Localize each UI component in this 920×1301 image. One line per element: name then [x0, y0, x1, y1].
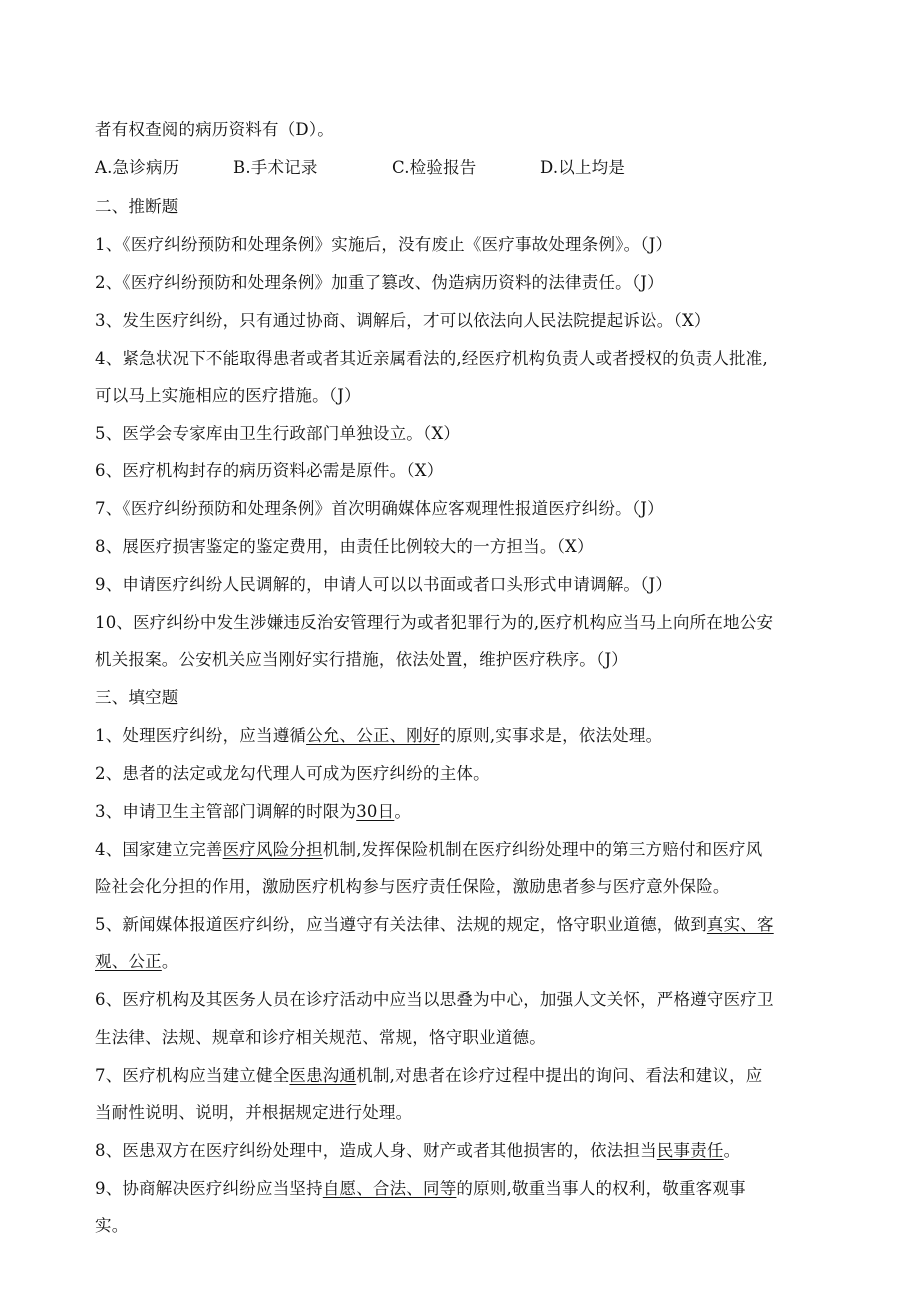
fill-item: 6、医疗机构及其医务人员在诊疗活动中应当以思叠为中心，加强人文关怀，严格遵守医疗卫	[95, 990, 774, 1009]
fill-item: 2、患者的法定或龙勾代理人可成为医疗纠纷的主体。	[95, 764, 490, 783]
question-tail: 者有权查阅的病历资料有（D）。	[95, 120, 334, 139]
blank-answer: 30日	[356, 802, 395, 821]
fill-item: 4、国家建立完善医疗风险分担机制,发挥保险机制在医疗纠纷处理中的第三方赔付和医疗风	[95, 840, 763, 859]
option-a: A.急诊病历	[95, 158, 180, 177]
judgement-item: 3、发生医疗纠纷，只有通过协商、调解后，才可以依法向人民法院提起诉讼。（X）	[95, 311, 711, 330]
fill-item-continued: 当耐性说明、说明，并根据规定进行处理。	[95, 1103, 413, 1122]
judgement-item: 2、《医疗纠纷预防和处理条例》加重了篡改、伪造病历资料的法律责任。（J）	[95, 273, 664, 292]
judgement-item-continued: 机关报案。公安机关应当刚好实行措施，依法处置，维护医疗秩序。（J）	[95, 650, 628, 669]
fill-item-continued: 实。	[95, 1216, 129, 1235]
fill-item-continued: 生法律、法规、规章和诊疗相关规范、常规，恪守职业道德。	[95, 1028, 546, 1047]
judgement-item: 10、医疗纠纷中发生涉嫌违反治安管理行为或者犯罪行为的,医疗机构应当马上向所在地公安	[95, 613, 774, 632]
blank-answer: 公允、公正、刚好	[306, 726, 440, 745]
blank-answer: 观、公正	[95, 952, 162, 971]
judgement-item: 5、医学会专家库由卫生行政部门单独设立。（X）	[95, 424, 461, 443]
fill-item: 5、新闻媒体报道医疗纠纷，应当遵守有关法律、法规的规定，恪守职业道德，做到真实、客	[95, 915, 774, 934]
fill-item-continued: 险社会化分担的作用，激励医疗机构参与医疗责任保险，激励患者参与医疗意外保险。	[95, 877, 730, 896]
judgement-item: 6、医疗机构封存的病历资料必需是原件。（X）	[95, 461, 444, 480]
option-d: D.以上均是	[540, 158, 626, 177]
section-heading-fill-blank: 三、填空题	[95, 688, 179, 707]
blank-answer: 民事责任	[656, 1141, 724, 1160]
judgement-item-continued: 可以马上实施相应的医疗措施。（J）	[95, 386, 361, 405]
section-heading-judgement: 二、推断题	[95, 197, 179, 216]
fill-item: 9、协商解决医疗纠纷应当坚持自愿、合法、同等的原则,敬重当事人的权利，敬重客观事	[95, 1179, 746, 1198]
option-b: B.手术记录	[233, 158, 318, 177]
blank-answer: 医患沟通	[289, 1066, 357, 1085]
blank-answer: 真实、客	[706, 915, 774, 934]
fill-item: 7、医疗机构应当建立健全医患沟通机制,对患者在诊疗过程中提出的询问、看法和建议，应	[95, 1066, 763, 1085]
fill-item: 3、申请卫生主管部门调解的时限为30日。	[95, 802, 412, 821]
blank-answer: 医疗风险分担	[222, 840, 323, 859]
blank-answer: 自愿、合法、同等	[322, 1179, 457, 1198]
fill-item: 1、处理医疗纠纷，应当遵循公允、公正、刚好的原则,实事求是，依法处理。	[95, 726, 663, 745]
judgement-item: 8、展医疗损害鉴定的鉴定费用，由责任比例较大的一方担当。（X）	[95, 537, 594, 556]
option-c: C.检验报告	[392, 158, 477, 177]
judgement-item: 4、紧急状况下不能取得患者或者其近亲属看法的,经医疗机构负责人或者授权的负责人批准,	[95, 349, 768, 368]
fill-item-continued: 观、公正。	[95, 952, 179, 971]
answer-options	[95, 156, 655, 180]
judgement-item: 9、申请医疗纠纷人民调解的，申请人可以以书面或者口头形式申请调解。（J）	[95, 575, 673, 594]
judgement-item: 7、《医疗纠纷预防和处理条例》首次明确媒体应客观理性报道医疗纠纷。（J）	[95, 499, 664, 518]
fill-item: 8、医患双方在医疗纠纷处理中，造成人身、财产或者其他损害的，依法担当民事责任。	[95, 1141, 741, 1160]
judgement-item: 1、《医疗纠纷预防和处理条例》实施后，没有废止《医疗事故处理条例》。（J）	[95, 235, 673, 254]
